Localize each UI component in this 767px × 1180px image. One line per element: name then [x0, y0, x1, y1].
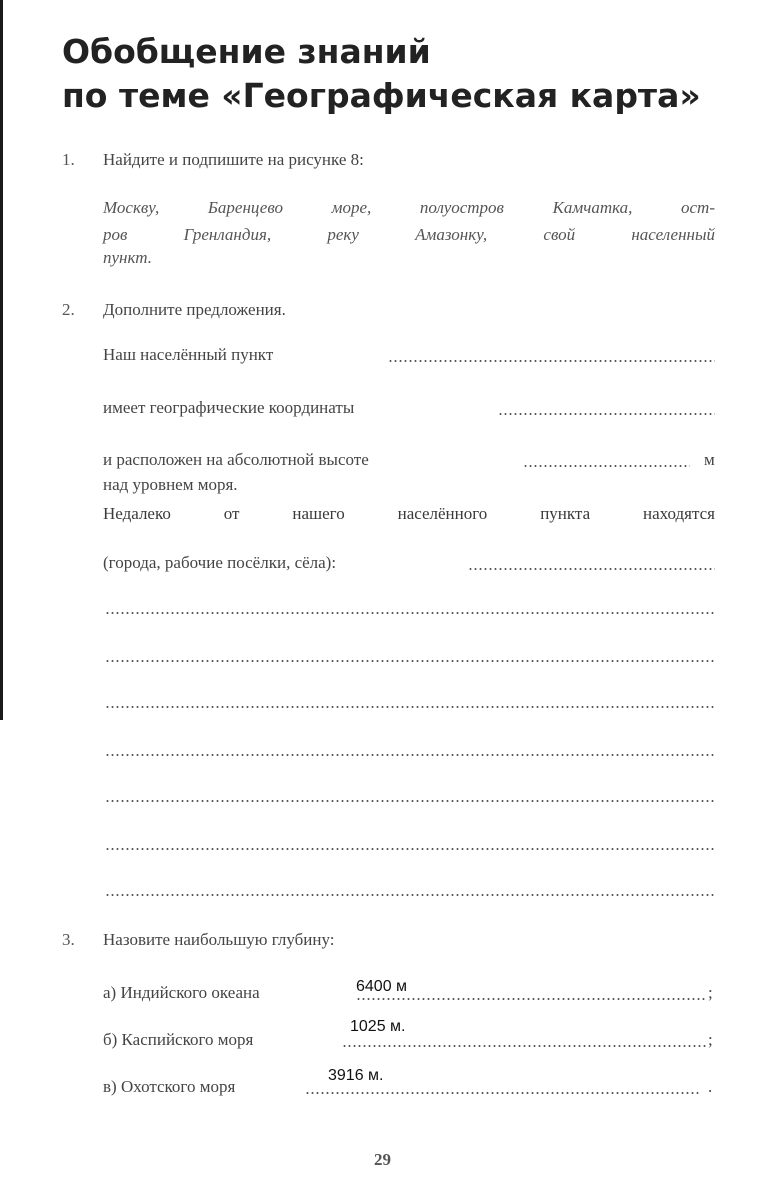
fill-line[interactable]	[105, 612, 715, 614]
fill-line[interactable]	[105, 894, 715, 896]
fill-line[interactable]	[356, 998, 706, 1000]
task3-item-a-label: а) Индийского океана	[103, 983, 260, 1002]
task1-prompt: Найдите и подпишите на рисунке 8:	[103, 150, 364, 169]
task3-prompt: Назовите наибольшую глубину:	[103, 930, 335, 949]
page-number: 29	[374, 1150, 391, 1169]
task2-line2-text: имеет географические координаты	[103, 398, 355, 417]
task1-body-line2: ров Гренландия, реку Амазонку, свой населенный	[103, 225, 715, 244]
task3-item-a-end: ;	[708, 983, 713, 1002]
task3-item-a-answer[interactable]: 6400 м	[356, 978, 408, 995]
fill-line[interactable]	[498, 413, 715, 415]
fill-line[interactable]	[105, 800, 715, 802]
task3-item-c-answer[interactable]: 3916 м.	[328, 1067, 384, 1084]
task2-line3-unit: м	[704, 450, 715, 469]
task2-line1-text: Наш населённый пункт	[103, 345, 274, 364]
task2-line4-text: Недалеко от нашего населённого пункта находятся	[103, 504, 715, 523]
fill-line[interactable]	[105, 848, 715, 850]
task1-number: 1.	[62, 150, 75, 169]
fill-line[interactable]	[342, 1045, 706, 1047]
task3-item-b-answer[interactable]: 1025 м.	[350, 1018, 406, 1035]
fill-line[interactable]	[105, 660, 715, 662]
fill-line[interactable]	[105, 754, 715, 756]
task3-item-b-label: б) Каспийского моря	[103, 1030, 254, 1049]
task3-item-c-label: в) Охотского моря	[103, 1077, 236, 1096]
task2-line3-continuation: над уровнем моря.	[103, 475, 238, 494]
task3-item-b-end: ;	[708, 1030, 713, 1049]
fill-line[interactable]	[105, 706, 715, 708]
task1-body-line1: Москву, Баренцево море, полуостров Камчатка, ост-	[103, 198, 715, 217]
page-edge-shadow	[0, 0, 3, 720]
fill-line[interactable]	[523, 465, 690, 467]
task2-line5-text: (города, рабочие посёлки, сёла):	[103, 553, 337, 572]
fill-line[interactable]	[305, 1092, 701, 1094]
fill-line[interactable]	[388, 360, 715, 362]
title-line-1: Обобщение знаний	[62, 32, 431, 71]
task3-number: 3.	[62, 930, 75, 949]
title-line-2: по теме «Географическая карта»	[62, 76, 701, 115]
task2-prompt: Дополните предложения.	[103, 300, 286, 319]
task2-line3-text: и расположен на абсолютной высоте	[103, 450, 369, 469]
fill-line[interactable]	[468, 568, 715, 570]
page-title	[62, 30, 701, 118]
task3-item-c-end: .	[708, 1077, 713, 1096]
task2-number: 2.	[62, 300, 75, 319]
task1-body-line3: пункт.	[103, 248, 152, 267]
